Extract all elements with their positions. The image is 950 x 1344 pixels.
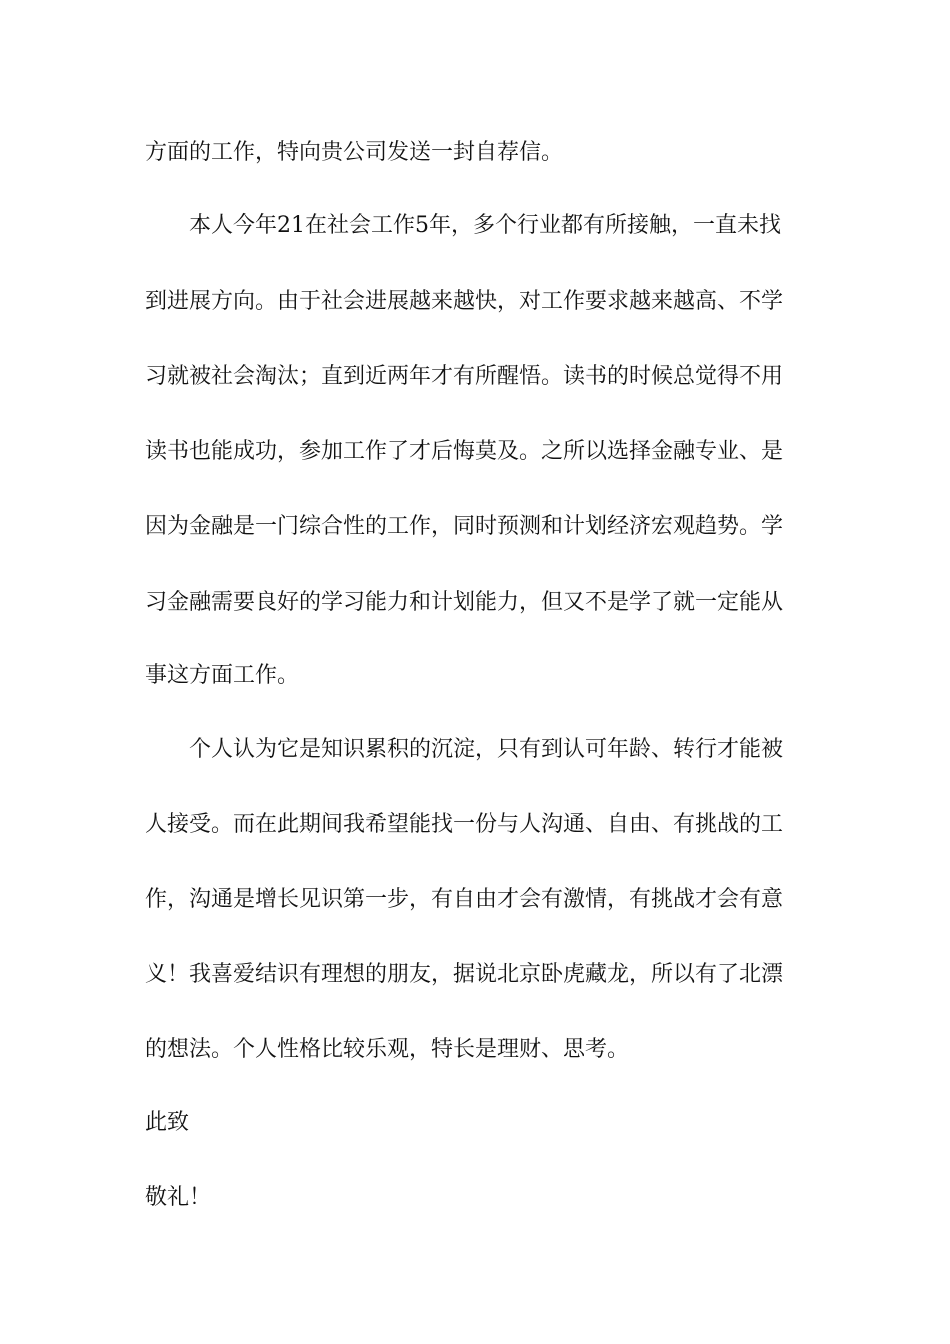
text-line: 读书也能成功，参加工作了才后悔莫及。之所以选择金融专业、是 [145, 439, 784, 464]
text-line: 人接受。而在此期间我希望能找一份与人沟通、自由、有挑战的工 [145, 812, 784, 837]
text-line: 的想法。个人性格比较乐观，特长是理财、思考。 [145, 1037, 630, 1062]
closing-regards: 敬礼！ [145, 1185, 212, 1210]
text-line: 习金融需要良好的学习能力和计划能力，但又不是学了就一定能从 [145, 590, 784, 615]
paragraph-start-line: 个人认为它是知识累积的沉淀，只有到认可年龄、转行才能被 [189, 737, 784, 762]
text-line: 到进展方向。由于社会进展越来越快，对工作要求越来越高、不学 [145, 289, 784, 314]
closing-salutation: 此致 [145, 1110, 190, 1135]
text-line: 义！我喜爱结识有理想的朋友，据说北京卧虎藏龙，所以有了北漂 [145, 962, 784, 987]
text-line: 因为金融是一门综合性的工作，同时预测和计划经济宏观趋势。学 [145, 514, 784, 539]
text-line: 事这方面工作。 [145, 663, 300, 688]
text-line: 方面的工作，特向贵公司发送一封自荐信。 [145, 140, 564, 165]
text-line: 习就被社会淘汰；直到近两年才有所醒悟。读书的时候总觉得不用 [145, 364, 784, 389]
text-line: 作，沟通是增长见识第一步，有自由才会有激情，有挑战才会有意 [145, 887, 784, 912]
paragraph-start-line: 本人今年21在社会工作5年，多个行业都有所接触，一直未找 [189, 213, 781, 238]
